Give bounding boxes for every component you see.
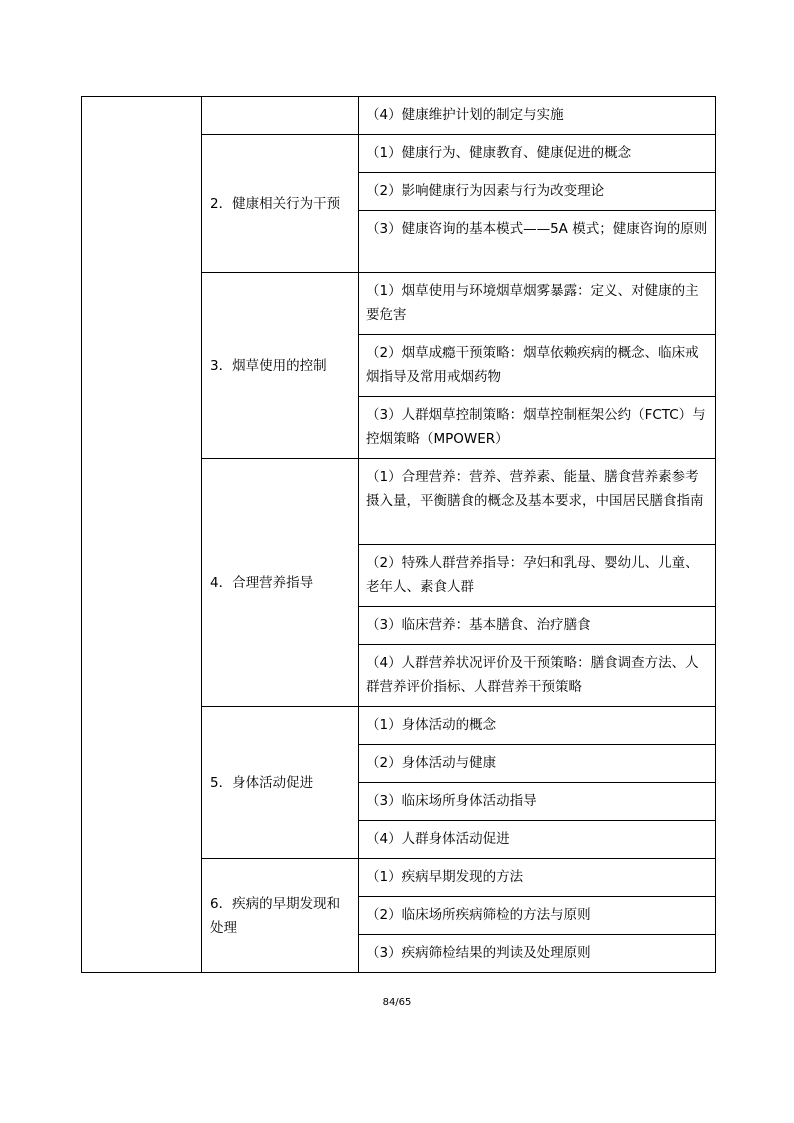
item-cell: （1）健康行为、健康教育、健康促进的概念	[359, 135, 716, 173]
item-cell: （1）合理营养：营养、营养素、能量、膳食营养素参考摄入量，平衡膳食的概念及基本要求，中国居民膳食指南	[359, 459, 716, 545]
topic-cell	[202, 97, 359, 135]
topic-cell: 5．身体活动促进	[202, 707, 359, 859]
item-cell: （2）烟草成瘾干预策略：烟草依赖疾病的概念、临床戒烟指导及常用戒烟药物	[359, 335, 716, 397]
item-cell: （3）人群烟草控制策略：烟草控制框架公约（FCTC）与控烟策略（MPOWER）	[359, 397, 716, 459]
item-cell: （4）人群身体活动促进	[359, 821, 716, 859]
item-cell: （1）疾病早期发现的方法	[359, 859, 716, 897]
unit-cell	[82, 97, 202, 973]
table-row	[82, 97, 716, 135]
topic-cell: 2．健康相关行为干预	[202, 135, 359, 273]
item-cell: （3）临床场所身体活动指导	[359, 783, 716, 821]
topic-cell: 4．合理营养指导	[202, 459, 359, 707]
syllabus-table	[81, 96, 716, 973]
topic-cell: 3．烟草使用的控制	[202, 273, 359, 459]
item-cell: （1）身体活动的概念	[359, 707, 716, 745]
item-cell: （2）临床场所疾病筛检的方法与原则	[359, 897, 716, 935]
item-cell: （4）人群营养状况评价及干预策略：膳食调查方法、人群营养评价指标、人群营养干预策略	[359, 645, 716, 707]
item-cell: （3）健康咨询的基本模式——5A 模式；健康咨询的原则	[359, 211, 716, 273]
item-cell: （3）临床营养：基本膳食、治疗膳食	[359, 607, 716, 645]
topic-cell: 6．疾病的早期发现和处理	[202, 859, 359, 973]
item-cell: （2）影响健康行为因素与行为改变理论	[359, 173, 716, 211]
item-cell: （3）疾病筛检结果的判读及处理原则	[359, 935, 716, 973]
item-cell: （2）特殊人群营养指导：孕妇和乳母、婴幼儿、儿童、老年人、素食人群	[359, 545, 716, 607]
item-cell: （2）身体活动与健康	[359, 745, 716, 783]
page-number: 84/65	[382, 997, 412, 1008]
item-cell: （4）健康维护计划的制定与实施	[359, 97, 716, 135]
item-cell: （1）烟草使用与环境烟草烟雾暴露：定义、对健康的主要危害	[359, 273, 716, 335]
